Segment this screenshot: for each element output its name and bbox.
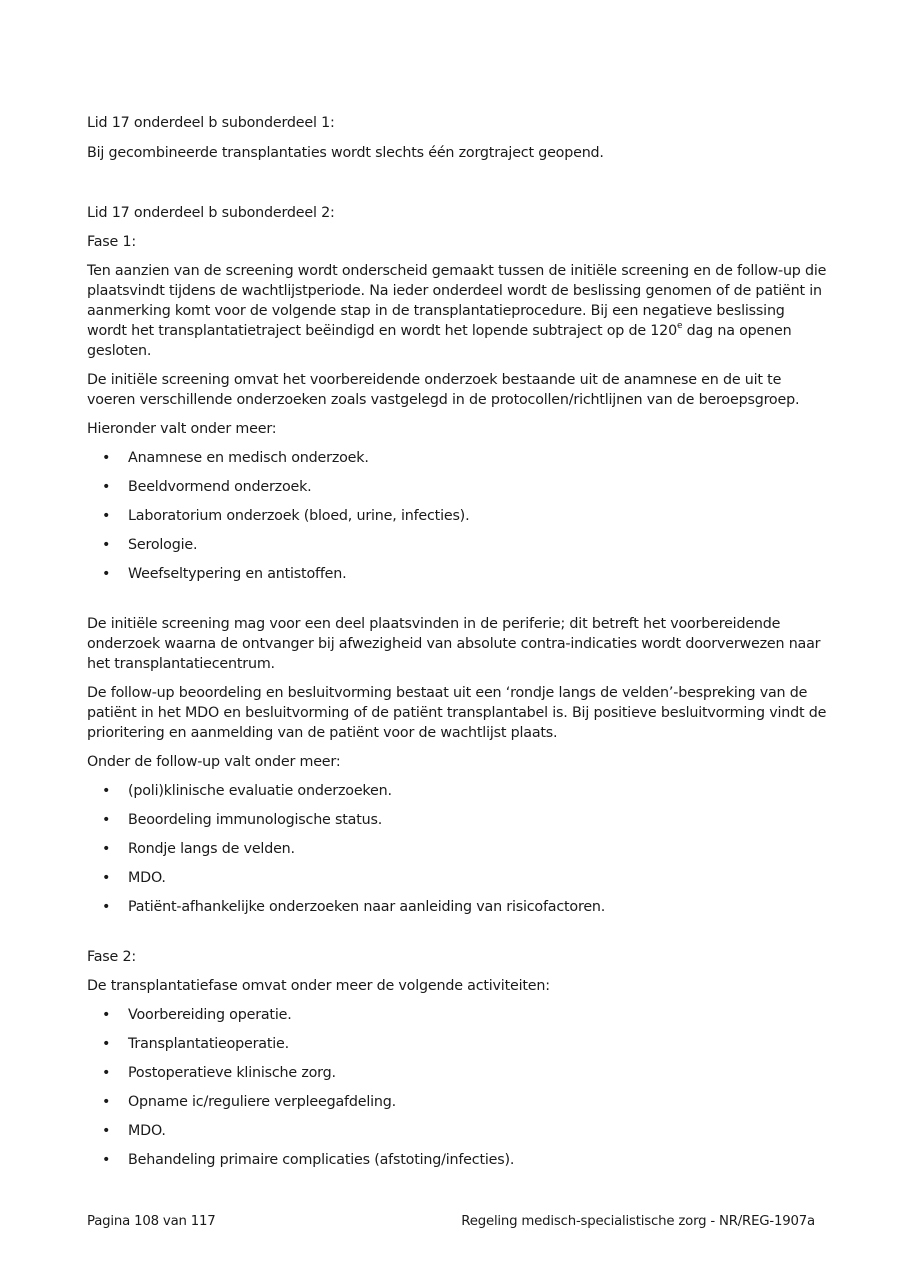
list-item: [87, 868, 827, 888]
paragraph-follow-up: De follow-up beoordeling en besluitvorming bestaat uit een ‘rondje langs de velden’-bespreking van de patiënt in het MDO en besluitvorming of de patiënt transplantabel is. Bij positieve besluitvorming vindt de prioritering en aanmelding van de patiënt voor de wachtlijst plaats.: [87, 685, 827, 741]
list-item-text: Serologie.: [128, 537, 198, 553]
list-item-text: MDO.: [128, 1123, 166, 1139]
bullet-marker: •: [102, 899, 111, 915]
list-item: [87, 1005, 827, 1025]
list-item: [87, 781, 827, 801]
section-heading-sub2: Lid 17 onderdeel b subonderdeel 2:: [87, 205, 335, 221]
document-page: [87, 113, 827, 1170]
list-item-text: Beeldvormend onderzoek.: [128, 479, 312, 495]
list-item: [87, 1034, 827, 1054]
section-heading-sub1: Lid 17 onderdeel b subonderdeel 1:: [87, 115, 335, 131]
list-item: [87, 1092, 827, 1112]
bullet-marker: •: [102, 1007, 111, 1023]
bullet-marker: •: [102, 479, 111, 495]
list-item-text: Patiënt-afhankelijke onderzoeken naar aanleiding van risicofactoren.: [128, 899, 606, 915]
bullet-marker: •: [102, 1094, 111, 1110]
document-title: Regeling medisch-specialistische zorg - NR/REG-1907a: [461, 1214, 815, 1229]
list-item-text: Transplantatieoperatie.: [128, 1036, 289, 1052]
list-item-text: Anamnese en medisch onderzoek.: [128, 450, 369, 466]
list-item: [87, 1063, 827, 1083]
paragraph-list-intro-1: Hieronder valt onder meer:: [87, 421, 277, 437]
bullet-marker: •: [102, 566, 111, 582]
bullet-marker: •: [102, 841, 111, 857]
list-item-text: Laboratorium onderzoek (bloed, urine, infecties).: [128, 508, 470, 524]
follow-up-list: [87, 781, 827, 917]
list-item-text: Behandeling primaire complicaties (afstoting/infecties).: [128, 1152, 515, 1168]
bullet-marker: •: [102, 812, 111, 828]
paragraph-screening-text: Ten aanzien van de screening wordt onderscheid gemaakt tussen de initiële screening en de follow-up die plaatsvindt tijdens de wachtlijstperiode. Na ieder onderdeel wordt de beslissing genomen of de patiënt in aanmerking komt voor de volgende stap in de transplantatieprocedure. Bij een negatieve beslissing wordt het transplantatietraject beëindigd en wordt het lopende subtraject op de 120: [87, 263, 827, 339]
bullet-marker: •: [102, 870, 111, 886]
paragraph-periphery: De initiële screening mag voor een deel plaatsvinden in de periferie; dit betreft het voorbereidende onderzoek waarna de ontvanger bij afwezigheid van absolute contra-indicaties wordt doorverwezen naar het transplantatiecentrum.: [87, 616, 821, 672]
list-item: [87, 506, 827, 526]
bullet-marker: •: [102, 1123, 111, 1139]
phase-2-heading: Fase 2:: [87, 949, 136, 965]
ordinal-superscript: e: [676, 321, 683, 331]
bullet-marker: •: [102, 450, 111, 466]
list-item: [87, 1150, 827, 1170]
list-item-text: MDO.: [128, 870, 166, 886]
list-item-text: Beoordeling immunologische status.: [128, 812, 383, 828]
section-text-sub1: Bij gecombineerde transplantaties wordt slechts één zorgtraject geopend.: [87, 145, 604, 161]
paragraph-list-intro-2: Onder de follow-up valt onder meer:: [87, 754, 341, 770]
screening-list: [87, 448, 827, 584]
list-item-text: Voorbereiding operatie.: [128, 1007, 292, 1023]
paragraph-initial-screening: De initiële screening omvat het voorbereidende onderzoek bestaande uit de anamnese en de uit te voeren verschillende onderzoeken zoals vastgelegd in de protocollen/richtlijnen van de beroepsgroep.: [87, 372, 800, 408]
page-number: Pagina 108 van 117: [87, 1214, 216, 1229]
list-item: [87, 564, 827, 584]
list-item-text: Opname ic/reguliere verpleegafdeling.: [128, 1094, 396, 1110]
list-item: [87, 839, 827, 859]
phase-1-heading: Fase 1:: [87, 234, 136, 250]
list-item-text: Weefseltypering en antistoffen.: [128, 566, 347, 582]
bullet-marker: •: [102, 1036, 111, 1052]
list-item: [87, 897, 827, 917]
page-footer: [87, 1212, 827, 1232]
list-item-text: (poli)klinische evaluatie onderzoeken.: [128, 783, 392, 799]
list-item: [87, 1121, 827, 1141]
bullet-marker: •: [102, 537, 111, 553]
list-item: [87, 448, 827, 468]
transplant-phase-list: [87, 1005, 827, 1170]
list-item: [87, 810, 827, 830]
list-item-text: Rondje langs de velden.: [128, 841, 295, 857]
list-item: [87, 477, 827, 497]
bullet-marker: •: [102, 1152, 111, 1168]
paragraph-screening-end: dag na openen gesloten.: [87, 323, 792, 359]
bullet-marker: •: [102, 508, 111, 524]
bullet-marker: •: [102, 783, 111, 799]
paragraph-list-intro-3: De transplantatiefase omvat onder meer de volgende activiteiten:: [87, 978, 550, 994]
paragraph-screening: [87, 261, 827, 361]
list-item-text: Postoperatieve klinische zorg.: [128, 1065, 336, 1081]
list-item: [87, 535, 827, 555]
bullet-marker: •: [102, 1065, 111, 1081]
